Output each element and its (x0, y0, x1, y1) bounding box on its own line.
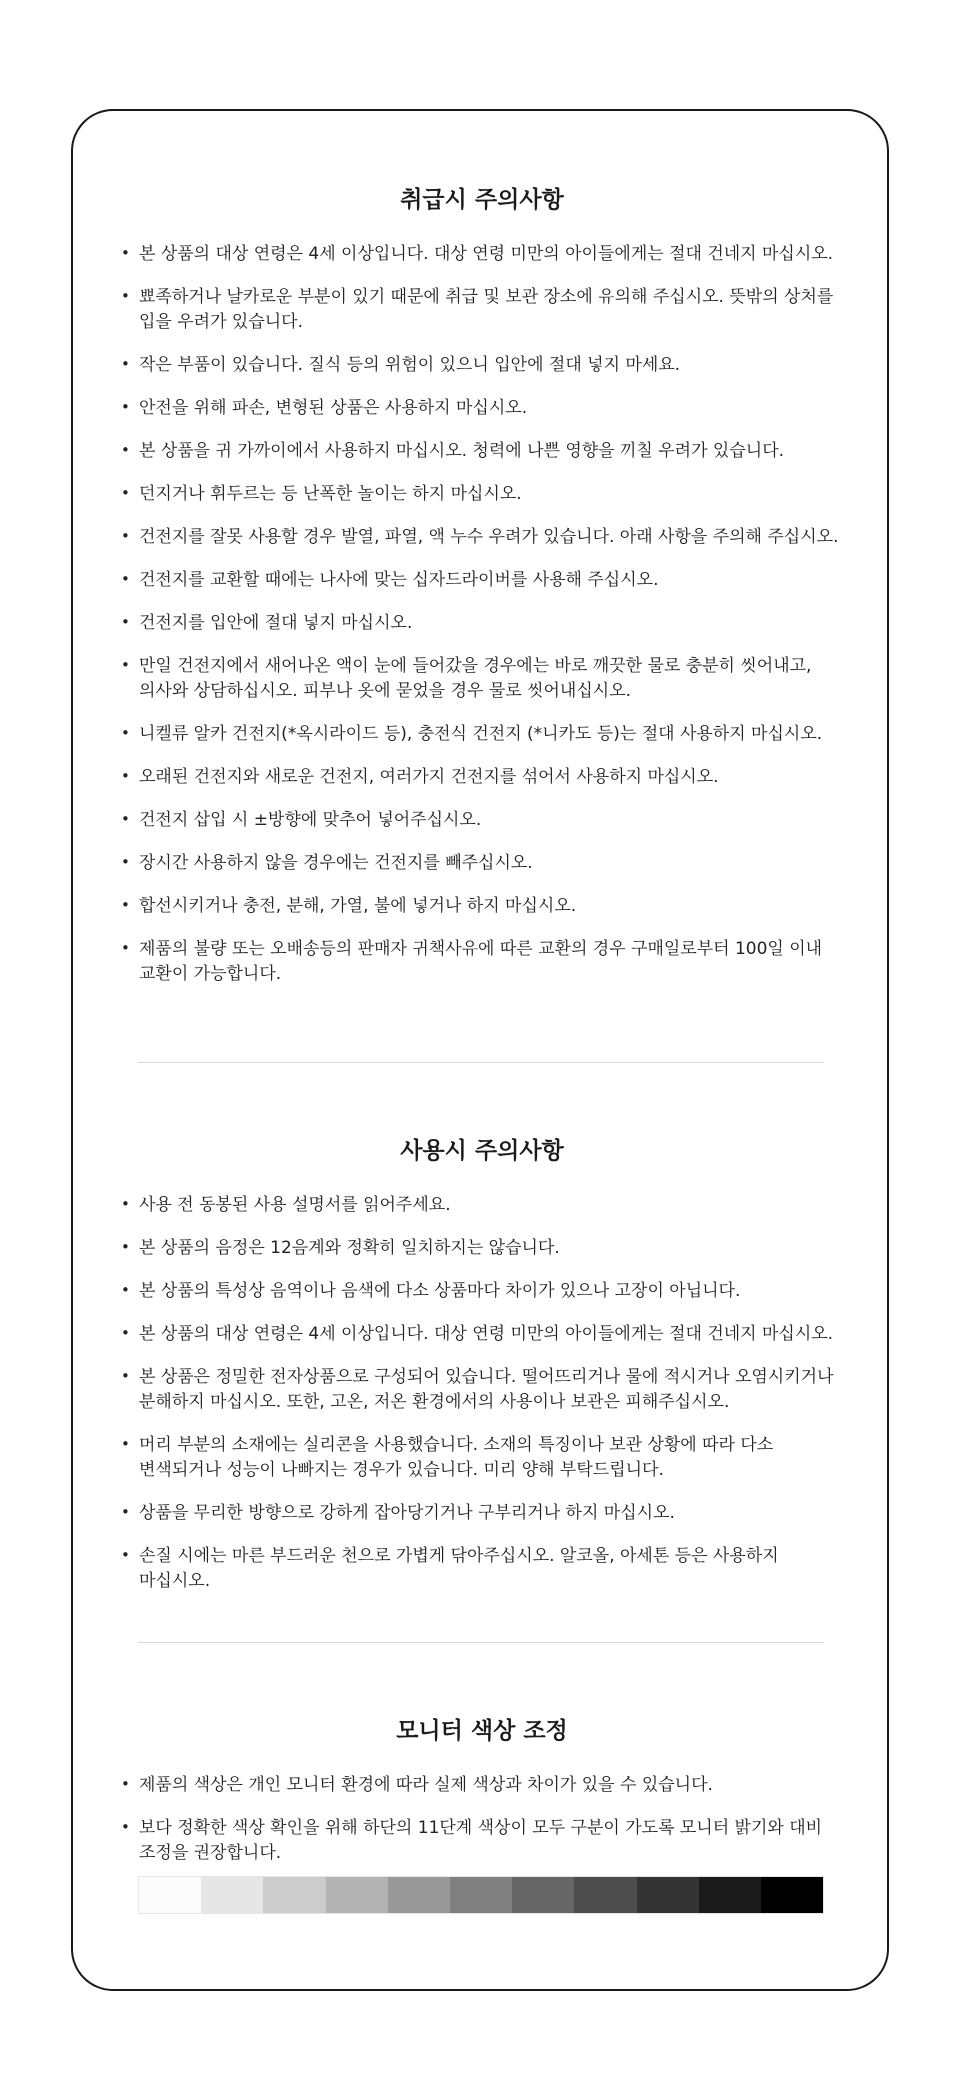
list-item (121, 1773, 851, 1798)
monitor-title: 모니터 색상 조정 (396, 1718, 568, 1744)
list-item (121, 1365, 851, 1415)
list-item-text: 건전지 삽입 시 ±방향에 맞추어 넣어주십시오. (139, 810, 482, 830)
list-item-text: 건전지를 잘못 사용할 경우 발열, 파열, 액 누수 우려가 있습니다. 아래 사항을 주의해 주십시오. (139, 527, 839, 547)
list-item-text: 합선시키거나 충전, 분해, 가열, 불에 넣거나 하지 마십시오. (139, 896, 577, 916)
list-item-text: 뾰족하거나 날카로운 부분이 있기 때문에 취급 및 보관 장소에 유의해 주십시오. 뜻밖의 상처를 입을 우려가 있습니다. (139, 287, 834, 332)
list-item (121, 568, 851, 593)
list-item-text: 본 상품의 음정은 12음계와 정확히 일치하지는 않습니다. (139, 1238, 560, 1258)
list-item-text: 손질 시에는 마른 부드러운 천으로 가볍게 닦아주십시오. 알코올, 아세톤 등은 사용하지 마십시오. (139, 1546, 779, 1591)
list-item (121, 894, 851, 919)
list-item (121, 851, 851, 876)
list-item (121, 611, 851, 636)
list-item (121, 1433, 851, 1483)
list-item-text: 본 상품은 정밀한 전자상품으로 구성되어 있습니다. 떨어뜨리거나 물에 적시거나 오염시키거나 분해하지 마십시오. 또한, 고온, 저온 환경에서의 사용이나 보관은 피해주십시오. (139, 1367, 834, 1412)
bullet-icon: • (121, 355, 130, 373)
bullet-icon: • (121, 1503, 130, 1521)
bullet-icon: • (121, 398, 130, 416)
list-item-text: 장시간 사용하지 않을 경우에는 건전지를 빼주십시오. (139, 853, 533, 873)
list-item (121, 1236, 851, 1261)
list-item-text: 건전지를 교환할 때에는 나사에 맞는 십자드라이버를 사용해 주십시오. (139, 570, 659, 590)
bullet-icon: • (121, 441, 130, 459)
list-item (121, 439, 851, 464)
gray-swatch-2 (201, 1877, 263, 1913)
list-item (121, 1279, 851, 1304)
section-divider (138, 1062, 824, 1063)
list-item-text: 안전을 위해 파손, 변형된 상품은 사용하지 마십시오. (139, 398, 528, 418)
list-item (121, 808, 851, 833)
usage-list (121, 1193, 851, 1612)
list-item (121, 765, 851, 790)
gray-swatch-7 (512, 1877, 574, 1913)
list-item (121, 242, 851, 267)
list-item-text: 본 상품을 귀 가까이에서 사용하지 마십시오. 청력에 나쁜 영향을 끼칠 우려가 있습니다. (139, 441, 785, 461)
handling-list (121, 242, 851, 1005)
list-item-text: 건전지를 입안에 절대 넣지 마십시오. (139, 613, 413, 633)
gray-swatch-4 (326, 1877, 388, 1913)
gray-swatch-9 (637, 1877, 699, 1913)
list-item (121, 1544, 851, 1594)
list-item (121, 285, 851, 335)
monitor-list (121, 1773, 851, 1884)
handling-title: 취급시 주의사항 (400, 187, 564, 213)
bullet-icon: • (121, 1775, 130, 1793)
list-item-text: 사용 전 동봉된 사용 설명서를 읽어주세요. (139, 1195, 451, 1215)
bullet-icon: • (121, 1281, 130, 1299)
list-item (121, 722, 851, 747)
grayscale-calibration-bar (138, 1876, 824, 1914)
list-item (121, 525, 851, 550)
bullet-icon: • (121, 896, 130, 914)
bullet-icon: • (121, 853, 130, 871)
bullet-icon: • (121, 1238, 130, 1256)
list-item-text: 본 상품의 대상 연령은 4세 이상입니다. 대상 연령 미만의 아이들에게는 절대 건네지 마십시오. (139, 244, 834, 264)
list-item-text: 보다 정확한 색상 확인을 위해 하단의 11단계 색상이 모두 구분이 가도록 모니터 밝기와 대비 조정을 권장합니다. (139, 1818, 823, 1863)
gray-swatch-6 (450, 1877, 512, 1913)
list-item (121, 353, 851, 378)
bullet-icon: • (121, 939, 130, 957)
bullet-icon: • (121, 484, 130, 502)
bullet-icon: • (121, 1546, 130, 1564)
gray-swatch-11 (761, 1877, 823, 1913)
list-item-text: 제품의 불량 또는 오배송등의 판매자 귀책사유에 따른 교환의 경우 구매일로부터 100일 이내 교환이 가능합니다. (139, 939, 823, 984)
gray-swatch-8 (574, 1877, 636, 1913)
list-item-text: 니켈류 알카 건전지(*옥시라이드 등), 충전식 건전지 (*니카도 등)는 절대 사용하지 마십시오. (139, 724, 823, 744)
notice-card (71, 109, 889, 1991)
list-item-text: 작은 부품이 있습니다. 질식 등의 위험이 있으니 입안에 절대 넣지 마세요. (139, 355, 681, 375)
gray-swatch-1 (139, 1877, 201, 1913)
list-item (121, 396, 851, 421)
gray-swatch-5 (388, 1877, 450, 1913)
list-item (121, 1322, 851, 1347)
bullet-icon: • (121, 656, 130, 674)
list-item (121, 1193, 851, 1218)
bullet-icon: • (121, 767, 130, 785)
list-item-text: 제품의 색상은 개인 모니터 환경에 따라 실제 색상과 차이가 있을 수 있습니다. (139, 1775, 713, 1795)
bullet-icon: • (121, 1195, 130, 1213)
list-item-text: 던지거나 휘두르는 등 난폭한 놀이는 하지 마십시오. (139, 484, 522, 504)
bullet-icon: • (121, 1435, 130, 1453)
list-item (121, 1816, 851, 1866)
bullet-icon: • (121, 527, 130, 545)
bullet-icon: • (121, 810, 130, 828)
list-item (121, 937, 851, 987)
bullet-icon: • (121, 1367, 130, 1385)
bullet-icon: • (121, 287, 130, 305)
list-item-text: 머리 부분의 소재에는 실리콘을 사용했습니다. 소재의 특징이나 보관 상황에 따라 다소 변색되거나 성능이 나빠지는 경우가 있습니다. 미리 양해 부탁드립니다. (139, 1435, 774, 1480)
bullet-icon: • (121, 570, 130, 588)
list-item-text: 오래된 건전지와 새로운 건전지, 여러가지 건전지를 섞어서 사용하지 마십시오. (139, 767, 719, 787)
list-item-text: 상품을 무리한 방향으로 강하게 잡아당기거나 구부리거나 하지 마십시오. (139, 1503, 675, 1523)
list-item-text: 본 상품의 특성상 음역이나 음색에 다소 상품마다 차이가 있으나 고장이 아닙니다. (139, 1281, 741, 1301)
section-divider (138, 1642, 824, 1643)
gray-swatch-3 (263, 1877, 325, 1913)
list-item (121, 654, 851, 704)
list-item-text: 만일 건전지에서 새어나온 액이 눈에 들어갔을 경우에는 바로 깨끗한 물로 충분히 씻어내고, 의사와 상담하십시오. 피부나 옷에 묻었을 경우 물로 씻어내십시오. (139, 656, 812, 701)
list-item (121, 482, 851, 507)
usage-title: 사용시 주의사항 (400, 1138, 564, 1164)
bullet-icon: • (121, 1324, 130, 1342)
bullet-icon: • (121, 244, 130, 262)
bullet-icon: • (121, 613, 130, 631)
list-item-text: 본 상품의 대상 연령은 4세 이상입니다. 대상 연령 미만의 아이들에게는 절대 건네지 마십시오. (139, 1324, 834, 1344)
bullet-icon: • (121, 1818, 130, 1836)
bullet-icon: • (121, 724, 130, 742)
gray-swatch-10 (699, 1877, 761, 1913)
list-item (121, 1501, 851, 1526)
